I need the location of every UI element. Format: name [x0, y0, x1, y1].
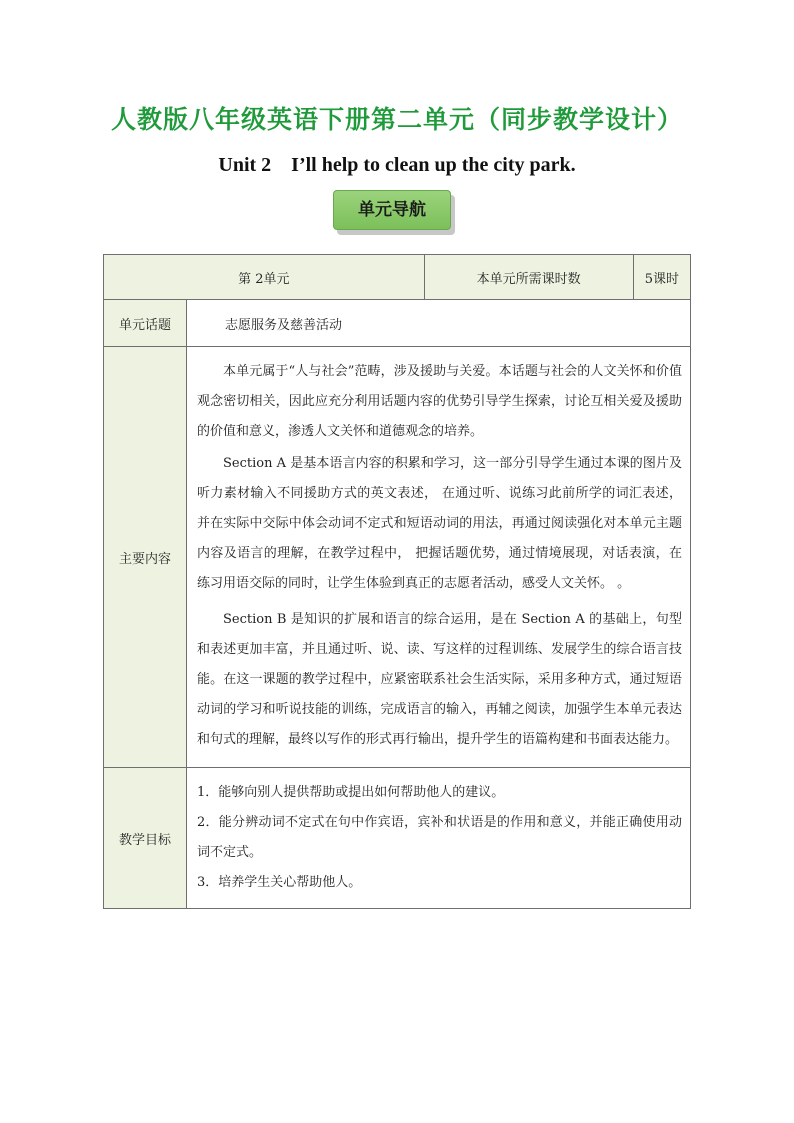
content-paragraph: Section A 是基本语言内容的积累和学习，这一部分引导学生通过本课的图片及听力素材输入不同援助方式的英文表述， 在通过听、说练习此前所学的词汇表述，并在实际中交际中体会动词不定式和短语动词的用法，再通过阅读强化对本单元主题内容及语言的理解，在教学过程中， 把握话题优势，通过情境展现，对话表演，在练习用语交际的同时，让学生体验到真正的志愿者活动，感受人文关怀。 。 [197, 456, 682, 591]
goals-row [104, 768, 691, 909]
topic-label: 单元话题 [104, 300, 187, 347]
unit-overview-table [103, 254, 691, 909]
goal-item: 3．培养学生关心帮助他人。 [197, 875, 362, 890]
table-header-row [104, 255, 691, 300]
goal-item: 1．能够向别人提供帮助或提出如何帮助他人的建议。 [197, 785, 505, 800]
unit-navigation-button[interactable] [333, 190, 455, 234]
content-value [187, 347, 691, 768]
goals-value [187, 768, 691, 909]
hours-value-cell: 5课时 [633, 255, 690, 300]
unit-subtitle: Unit 2 I’ll help to clean up the city park. [218, 154, 576, 176]
goal-item: 2．能分辨动词不定式在句中作宾语，宾补和状语是的作用和意义，并能正确使用动词不定式。 [197, 815, 682, 860]
content-row [104, 347, 691, 768]
unit-number-cell: 第 2单元 [104, 255, 425, 300]
page-title: 人教版八年级英语下册第二单元（同步教学设计） [110, 105, 683, 134]
topic-value: 志愿服务及慈善活动 [187, 300, 691, 347]
content-paragraph: 本单元属于“人与社会”范畴，涉及援助与关爱。本话题与社会的人文关怀和价值观念密切相关，因此应充分利用话题内容的优势引导学生探索，讨论互相关爱及援助的价值和意义，渗透人文关怀和道德观念的培养。 [197, 364, 682, 439]
goals-label: 教学目标 [104, 768, 187, 909]
hours-label-cell: 本单元所需课时数 [424, 255, 633, 300]
unit-navigation-label: 单元导航 [333, 190, 451, 230]
content-paragraph: Section B 是知识的扩展和语言的综合运用，是在 Section A 的基础上，句型和表述更加丰富，并且通过听、说、读、写这样的过程训练、发展学生的综合语言技能。在这一课题的教学过程中，应紧密联系社会生活实际，采用多种方式，通过短语动词的学习和听说技能的训练，完成语言的输入，再辅之阅读，加强学生本单元表达和句式的理解，最终以写作的形式再行输出，提升学生的语篇构建和书面表达能力。 [197, 612, 682, 747]
topic-row [104, 300, 691, 347]
content-label: 主要内容 [104, 347, 187, 768]
